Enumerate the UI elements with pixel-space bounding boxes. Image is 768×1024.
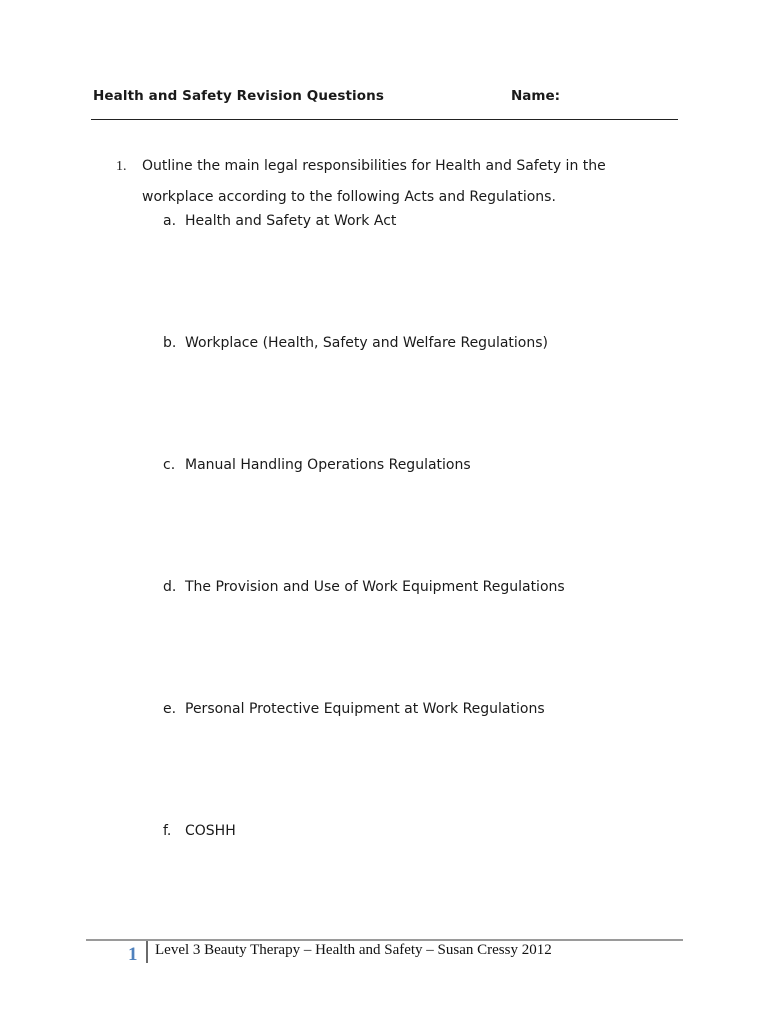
- subitem-f: [163, 823, 236, 839]
- subitem-text: Workplace (Health, Safety and Welfare Regulations): [185, 335, 548, 351]
- subitem-text: Manual Handling Operations Regulations: [185, 457, 471, 473]
- subitem-letter: b.: [163, 335, 177, 351]
- subitem-b: [163, 335, 548, 351]
- subitem-letter: c.: [163, 457, 176, 473]
- subitem-c: [163, 457, 471, 473]
- subitem-text: COSHH: [185, 823, 236, 839]
- footer-divider: [86, 939, 683, 941]
- question-text: Outline the main legal responsibilities for Health and Safety in the workplace according to the following Acts and Regulations.: [142, 158, 606, 205]
- footer-text: Level 3 Beauty Therapy – Health and Safety – Susan Cressy 2012: [155, 942, 552, 958]
- question-number: 1.: [116, 159, 127, 174]
- subitem-text: Personal Protective Equipment at Work Regulations: [185, 701, 545, 717]
- subitem-letter: f.: [163, 823, 172, 839]
- page-number: 1: [128, 944, 138, 965]
- header-divider: [91, 119, 678, 120]
- subitem-d: [163, 579, 565, 595]
- footer-separator: [146, 941, 148, 963]
- subitem-text: Health and Safety at Work Act: [185, 213, 397, 229]
- subitem-letter: a.: [163, 213, 177, 229]
- document-title: Health and Safety Revision Questions: [93, 88, 384, 104]
- subitem-e: [163, 701, 545, 717]
- subitem-letter: e.: [163, 701, 177, 717]
- name-label: Name:: [511, 88, 561, 104]
- subitem-a: [163, 213, 396, 229]
- document-header: [93, 88, 677, 110]
- subitem-letter: d.: [163, 579, 177, 595]
- subitem-text: The Provision and Use of Work Equipment Regulations: [185, 579, 565, 595]
